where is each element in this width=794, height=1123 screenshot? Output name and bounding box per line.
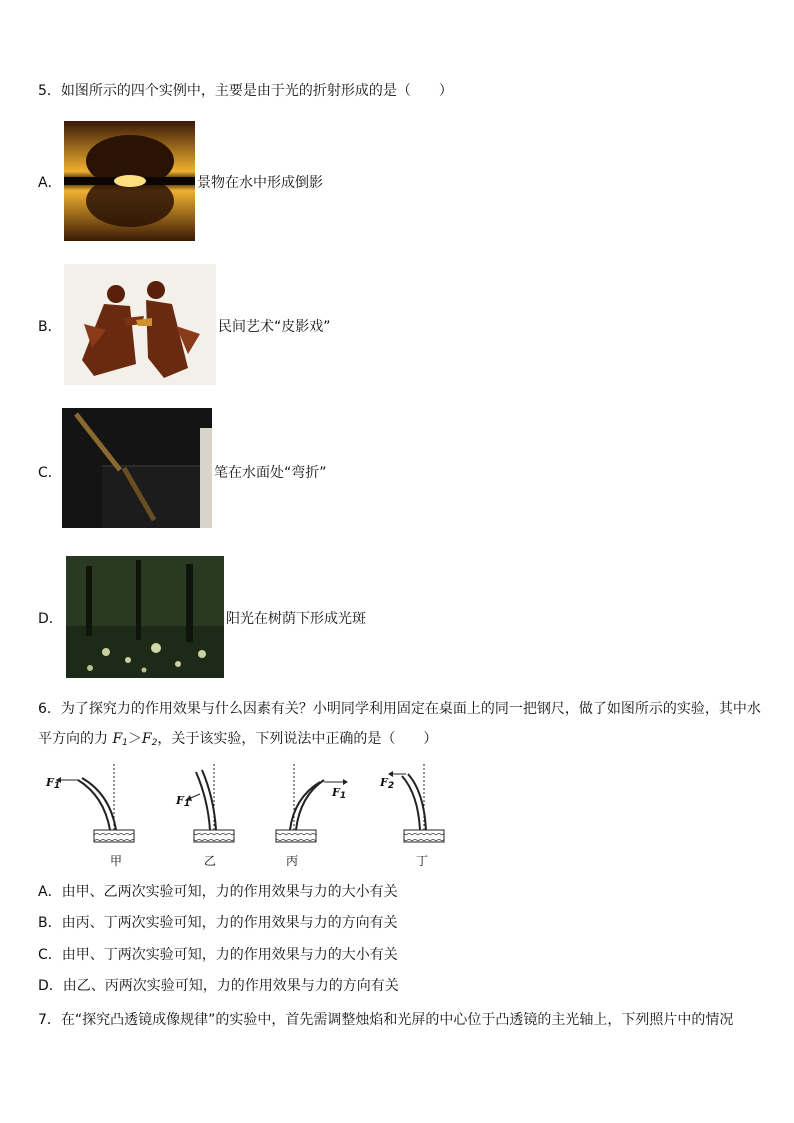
figure-yi <box>186 764 234 842</box>
shadow-puppet-photo <box>64 264 216 385</box>
force-label-bing: $F_1$ <box>332 786 347 801</box>
reflection-photo <box>64 121 195 241</box>
q6-choice-d: D．由乙、丙两次实验可知，力的作用效果与力的方向有关 <box>38 978 399 994</box>
shadow-puppet-image <box>64 264 216 385</box>
q5-option-b-letter: B． <box>38 319 62 335</box>
force-symbol-f1: F <box>112 731 123 747</box>
figure-bing <box>276 764 348 842</box>
force-label-yi: $F_1$ <box>176 794 191 809</box>
force-label-ding: $F_2$ <box>380 776 395 791</box>
figure-ding <box>388 764 444 842</box>
figure-label-yi: 乙 <box>204 854 217 868</box>
q6-choice-a: A．由甲、乙两次实验可知，力的作用效果与力的大小有关 <box>38 884 398 900</box>
bent-pen-image <box>62 408 212 528</box>
q5-title: 5．如图所示的四个实例中，主要是由于光的折射形成的是（ ） <box>38 83 453 99</box>
q5-option-c-caption: 笔在水面处“弯折” <box>214 465 327 481</box>
greater-than: ＞ <box>127 731 142 747</box>
q5-option-b-caption: 民间艺术“皮影戏” <box>218 319 331 335</box>
ruler-diagram <box>40 760 460 870</box>
force-symbol-f2: F <box>141 731 152 747</box>
q6-line1: 6．为了探究力的作用效果与什么因素有关？小明同学利用固定在桌面上的同一把钢尺，做了如图所示的实验，其中水 <box>38 701 761 717</box>
tree-shade-photo <box>66 556 224 678</box>
q6-line2: 平方向的力 $F_1>F_2$，关于该实验，下列说法中正确的是（ ） <box>38 731 438 748</box>
figure-label-bing: 丙 <box>286 854 299 868</box>
q6-choice-b: B．由丙、丁两次实验可知，力的作用效果与力的方向有关 <box>38 915 398 931</box>
q5-option-a-caption: 景物在水中形成倒影 <box>197 175 323 191</box>
reflection-image <box>64 121 195 241</box>
q5-option-a-letter: A． <box>38 175 62 191</box>
figure-jia <box>56 764 134 842</box>
force-label-jia: $F_1$ <box>46 776 61 791</box>
q6-choice-c: C．由甲、丁两次实验可知，力的作用效果与力的大小有关 <box>38 947 398 963</box>
bent-pen-photo <box>62 408 212 528</box>
q5-option-d-caption: 阳光在树荫下形成光斑 <box>226 611 366 627</box>
q5-option-d-letter: D． <box>38 611 63 627</box>
q5-option-c-letter: C． <box>38 465 62 481</box>
figure-label-jia: 甲 <box>110 854 123 868</box>
figure-label-ding: 丁 <box>416 854 429 868</box>
q6-stem <box>38 694 762 758</box>
tree-shade-image <box>66 556 224 678</box>
q7-stem: 7．在“探究凸透镜成像规律”的实验中，首先需调整烛焰和光屏的中心位于凸透镜的主光轴上，下列照片中的情况 <box>38 1012 734 1028</box>
q6-ruler-figures <box>40 760 460 870</box>
